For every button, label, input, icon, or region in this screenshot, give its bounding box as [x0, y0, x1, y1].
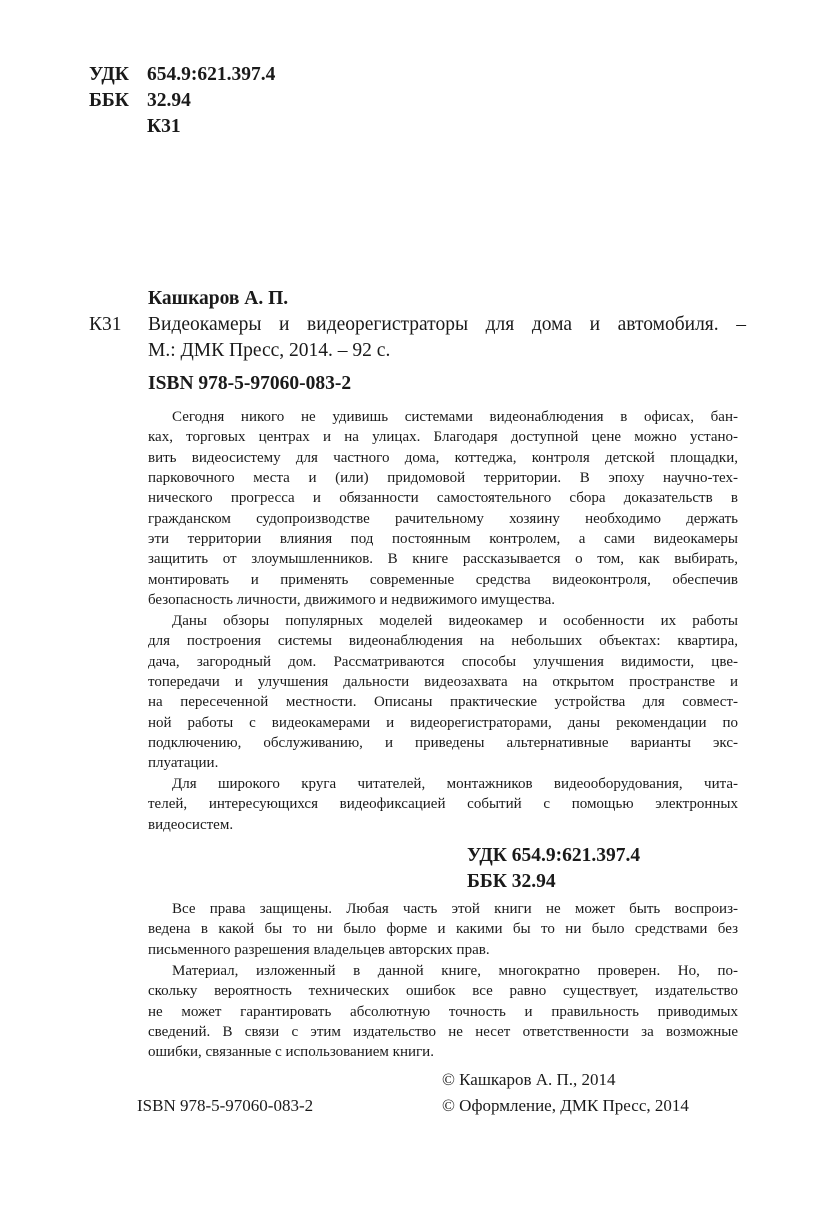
text-line: скольку вероятность технических ошибок все равно существует, издательство [148, 983, 738, 1000]
text-line: на пересеченной местности. Описаны практические устройства для совмест- [148, 694, 738, 711]
text-line: ной работы с видеокамерами и видеорегистраторами, даны рекомендации по [148, 714, 738, 731]
classification-repeat [467, 843, 640, 895]
isbn-footer: ISBN 978-5-97060-083-2 [137, 1096, 314, 1115]
text-line: телей, интересующихся видеофиксацией событий с помощью электронных [148, 796, 738, 813]
annotation-paragraph [148, 611, 738, 774]
text-line: гражданском судопроизводстве рачительному хозяину необходимо держать [148, 510, 738, 527]
annotation-paragraph [148, 407, 738, 610]
text-line: безопасность личности, движимого и недвижимого имущества. [148, 592, 556, 609]
text-line: видеосистем. [148, 816, 234, 833]
bbk-value: 32.94 [147, 90, 191, 111]
text-line: монтировать и применять современные средства видеоконтроля, обеспечив [148, 571, 738, 588]
text-line: нического прогресса и обязанности самостоятельного сбора доказательств в [148, 490, 738, 507]
text-line: вить видеосистему для частного дома, коттеджа, контроля детской площадки, [148, 449, 738, 466]
text-line: подключению, обслуживанию, и приведены альтернативные варианты экс- [148, 735, 738, 752]
author-mark-left: К31 [89, 314, 122, 335]
text-line: эти территории влияния под постоянным контролем, а сами видеокамеры [148, 531, 738, 548]
text-line: ведена в какой бы то ни было форме и какими бы то ни было средствами без [148, 921, 738, 938]
copyright-block [442, 1067, 689, 1119]
copyright-line: © Оформление, ДМК Пресс, 2014 [442, 1096, 689, 1115]
text-line: защитить от злоумышленников. В книге рассказывается о том, как выбирать, [148, 551, 738, 568]
udk-value: 654.9:621.397.4 [147, 64, 276, 85]
bbk-row [89, 88, 191, 114]
bbk-repeat: ББК 32.94 [467, 871, 556, 892]
text-line: Материал, изложенный в данной книге, многократно проверен. Но, по- [172, 963, 738, 979]
text-line: парковочного места и (или) придомовой территории. В эпоху научно-тех- [148, 470, 738, 487]
text-line: ках, торговых центрах и на улицах. Благодаря доступной цене можно устано- [148, 429, 738, 446]
author-mark: К31 [147, 116, 181, 137]
text-line: сведений. В связи с этим издательство не несет ответственности за возможные [148, 1024, 738, 1041]
udk-row [89, 62, 275, 88]
text-line: плуатации. [148, 755, 219, 772]
text-line: Все права защищены. Любая часть этой книги не может быть воспроиз- [172, 901, 738, 917]
isbn-heading: ISBN 978-5-97060-083-2 [148, 373, 352, 394]
book-title [148, 312, 746, 364]
rights-paragraph [148, 961, 738, 1063]
annotation-paragraph [148, 774, 738, 835]
text-line: Даны обзоры популярных моделей видеокамер и особенности их работы [172, 613, 738, 629]
text-line: Для широкого круга читателей, монтажников видеооборудования, чита- [172, 776, 738, 792]
udk-label: УДК [89, 64, 129, 85]
bbk-label: ББК [89, 90, 129, 111]
text-line: дача, загородный дом. Рассматриваются способы улучшения видимости, цве- [148, 653, 738, 670]
text-line: письменного разрешения владельцев авторских прав. [148, 941, 490, 958]
copyright-line: © Кашкаров А. П., 2014 [442, 1070, 616, 1089]
title-line: М.: ДМК Пресс, 2014. – 92 с. [148, 340, 391, 361]
text-line: для построения системы видеонаблюдения на небольших объектах: квартира, [148, 633, 738, 650]
rights-paragraph [148, 899, 738, 960]
title-line: Видеокамеры и видеорегистраторы для дома и автомобиля. – [148, 314, 746, 335]
text-line: топередачи и улучшения дальности видеозахвата на открытом пространстве и [148, 674, 738, 691]
author-mark-row [89, 114, 181, 140]
udk-repeat: УДК 654.9:621.397.4 [467, 845, 641, 866]
text-line: ошибки, связанные с использованием книги. [148, 1044, 434, 1061]
text-line: Сегодня никого не удивишь системами видеонаблюдения в офисах, бан- [172, 409, 738, 425]
author-name: Кашкаров А. П. [148, 288, 289, 309]
text-line: не может гарантировать абсолютную точность и правильность приводимых [148, 1003, 738, 1020]
